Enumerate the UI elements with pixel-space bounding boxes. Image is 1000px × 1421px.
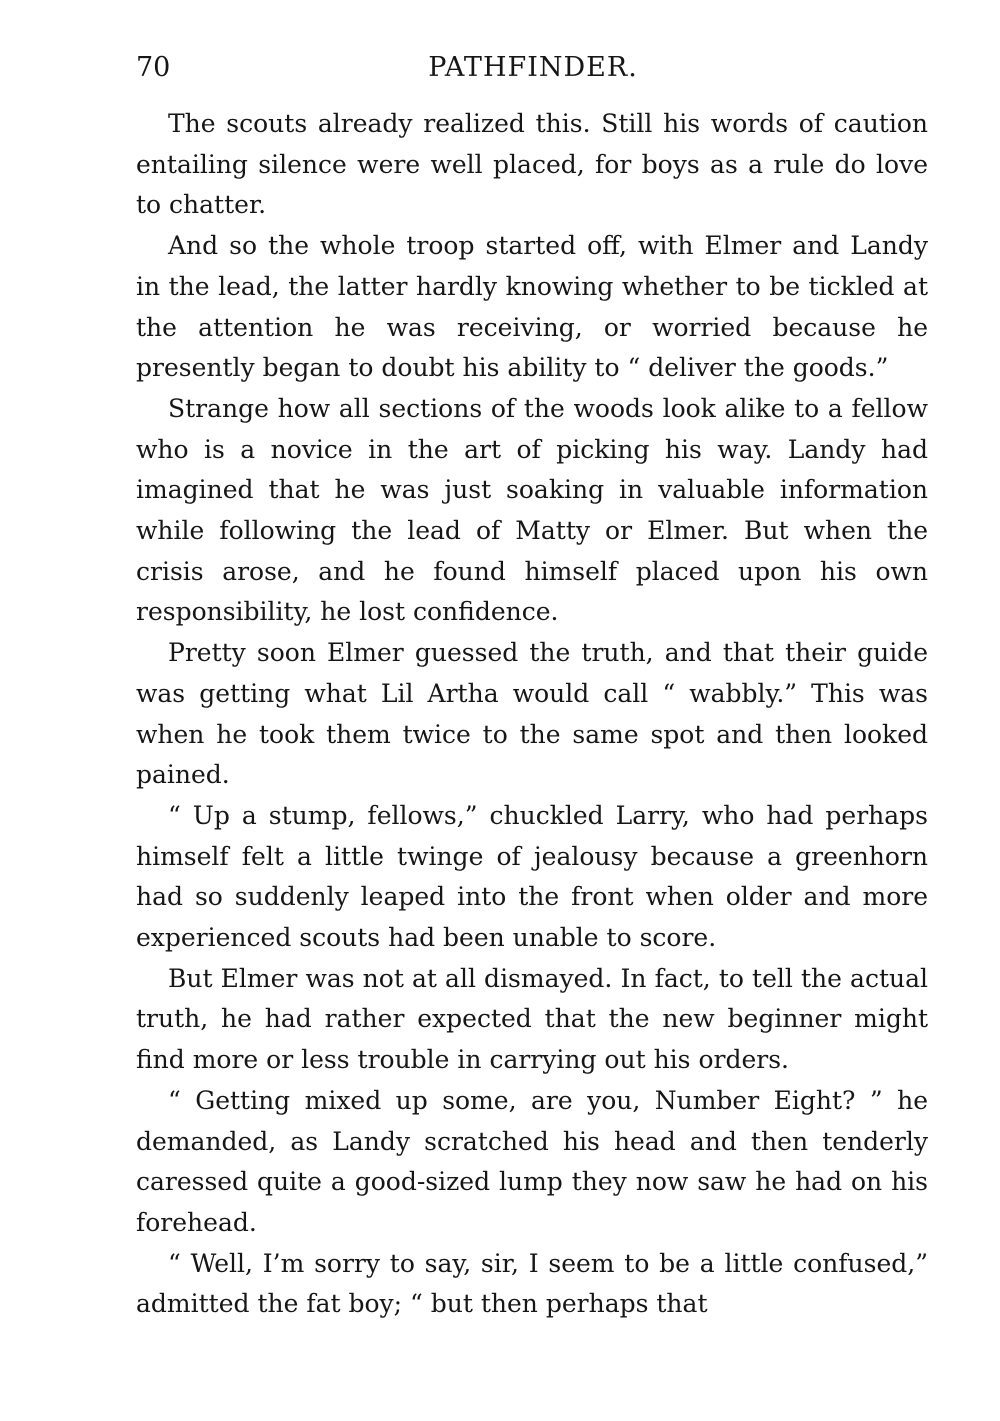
paragraph: And so the whole troop started off, with Elmer and Landy in the lead, the latter hardly knowing whether to be tickled at the attention he was receiving, or worried because he presently began to doubt his ability to “ deliver the goods.” [136,231,928,383]
paragraph: The scouts already realized this. Still his words of caution entailing silence were well placed, for boys as a rule do love to chatter. [136,109,928,220]
page-header [136,48,930,88]
running-head: PATHFINDER. [428,52,638,83]
paragraph: “ Up a stump, fellows,” chuckled Larry, who had perhaps himself felt a little twinge of jealousy because a greenhorn had so suddenly leaped into the front when older and more experienced scouts had been unable to score. [136,800,928,953]
paragraph: “ Well, I’m sorry to say, sir, I seem to be a little confused,” admitted the fat boy; “ but then perhaps that [136,1248,928,1319]
page-number: 70 [136,52,171,83]
paragraph: “ Getting mixed up some, are you, Number Eight? ” he demanded, as Landy scratched his head and then tenderly caressed quite a good-sized lump they now saw he had on his forehead. [136,1085,928,1237]
paragraph: Pretty soon Elmer guessed the truth, and that their guide was getting what Lil Artha would call “ wabbly.” This was when he took them twice to the same spot and then looked pained. [136,638,928,790]
paragraph: Strange how all sections of the woods look alike to a fellow who is a novice in the art of picking his way. Landy had imagined that he was just soaking in valuable information while following the lead of Matty or Elmer. But when the crisis arose, and he found himself placed upon his own responsibility, he lost confidence. [136,393,928,627]
body-text [136,104,928,1325]
paragraph: But Elmer was not at all dismayed. In fact, to tell the actual truth, he had rather expected that the new beginner might find more or less trouble in carrying out his orders. [136,963,928,1075]
